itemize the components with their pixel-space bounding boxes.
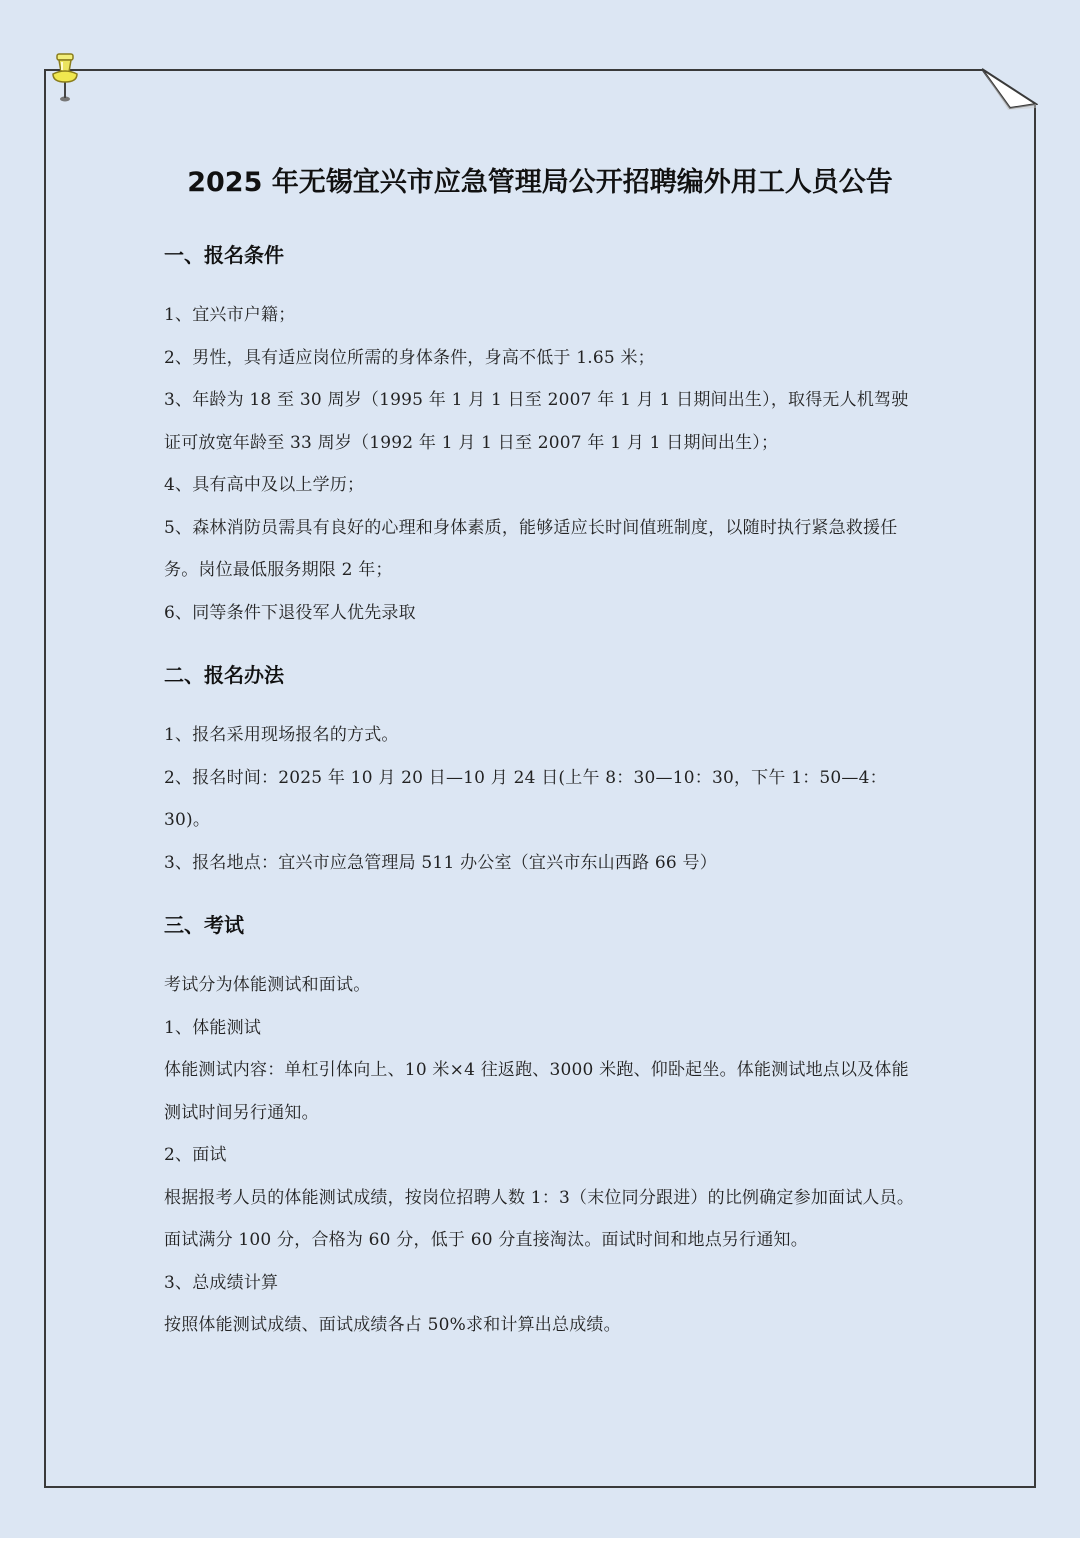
section-heading: 一、报名条件 xyxy=(164,243,284,267)
list-item: 体能测试内容：单杠引体向上、10 米×4 往返跑、3000 米跑、仰卧起坐。体能测试地点以及体能测试时间另行通知。 xyxy=(164,1060,909,1123)
list-item: 1、报名采用现场报名的方式。 xyxy=(164,725,399,745)
list-item: 按照体能测试成绩、面试成绩各占 50%求和计算出总成绩。 xyxy=(164,1315,621,1335)
section-heading: 三、考试 xyxy=(164,913,244,937)
folded-corner xyxy=(980,68,1038,110)
pushpin-icon xyxy=(48,52,82,102)
list-item: 3、年龄为 18 至 30 周岁（1995 年 1 月 1 日至 2007 年 1 月 1 日期间出生），取得无人机驾驶证可放宽年龄至 33 周岁（1992 年 1 月 1 日至 2007 年 1 月 1 日期间出生）； xyxy=(164,390,909,453)
list-item: 3、报名地点：宜兴市应急管理局 511 办公室（宜兴市东山西路 66 号） xyxy=(164,852,717,873)
page-title: 2025 年无锡宜兴市应急管理局公开招聘编外用工人员公告 xyxy=(187,167,893,198)
list-item: 2、报名时间：2025 年 10 月 20 日—10 月 24 日(上午 8：30—10：30，下午 1：50—4：30)。 xyxy=(164,767,887,830)
list-item: 1、体能测试 xyxy=(164,1017,262,1038)
list-item: 1、宜兴市户籍； xyxy=(164,305,296,325)
list-item: 3、总成绩计算 xyxy=(164,1272,279,1293)
list-item: 2、男性，具有适应岗位所需的身体条件，身高不低于 1.65 米； xyxy=(164,347,655,368)
list-item: 4、具有高中及以上学历； xyxy=(164,475,365,495)
notice-body xyxy=(164,232,924,1347)
list-item: 2、面试 xyxy=(164,1145,227,1165)
list-item: 根据报考人员的体能测试成绩，按岗位招聘人数 1：3（末位同分跟进）的比例确定参加面试人员。面试满分 100 分，合格为 60 分，低于 60 分直接淘汰。面试时间和地点另行通知。 xyxy=(164,1187,915,1250)
list-item: 6、同等条件下退役军人优先录取 xyxy=(164,602,416,623)
section-heading: 二、报名办法 xyxy=(164,663,284,687)
list-item: 5、森林消防员需具有良好的心理和身体素质，能够适应长时间值班制度，以随时执行紧急救援任务。岗位最低服务期限 2 年； xyxy=(164,517,898,580)
list-item: 考试分为体能测试和面试。 xyxy=(164,975,371,995)
